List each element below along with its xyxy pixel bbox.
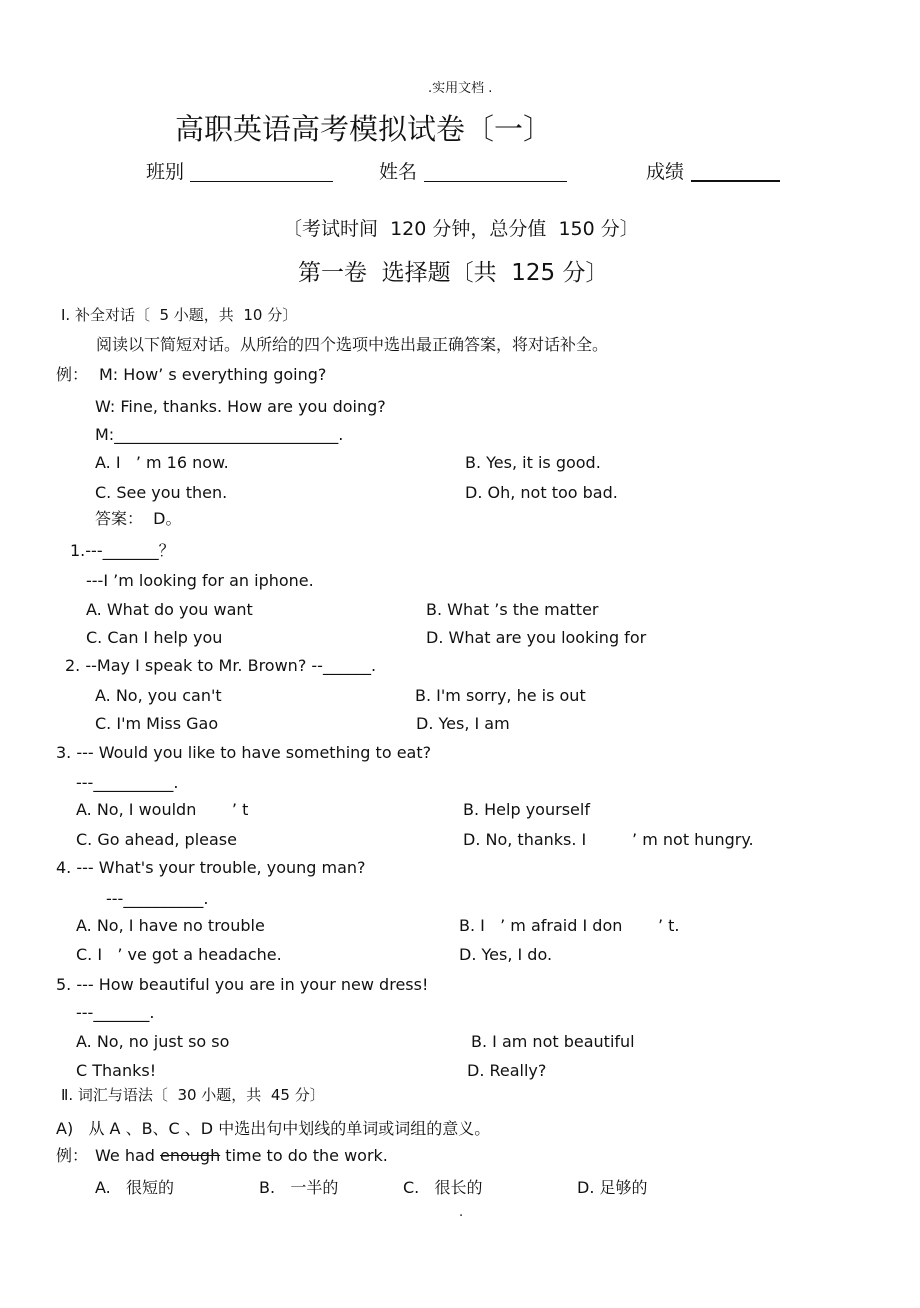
q1-line2: ---I ’m looking for an iphone. bbox=[86, 571, 314, 590]
score-label: 成绩 bbox=[646, 161, 685, 183]
example-answer: 答案： D。 bbox=[95, 509, 182, 528]
target-word: enough bbox=[160, 1146, 221, 1165]
name-label: 姓名 bbox=[379, 161, 418, 183]
q5-option-b: B. I am not beautiful bbox=[471, 1032, 635, 1051]
q1-option-d: D. What are you looking for bbox=[426, 628, 647, 647]
q4-line2: ---__________. bbox=[106, 889, 209, 908]
example-option-b: B. Yes, it is good. bbox=[465, 453, 601, 472]
q1-option-b: B. What ’s the matter bbox=[426, 600, 599, 619]
q2-option-b: B. I'm sorry, he is out bbox=[415, 686, 586, 705]
q3-stem: 3. --- Would you like to have something to eat? bbox=[56, 743, 432, 762]
q2-option-d: D. Yes, I am bbox=[416, 714, 510, 733]
volume-title: 第一卷 选择题〔共 125 分〕 bbox=[298, 260, 609, 286]
section1-heading: Ⅰ. 补全对话〔 5 小题，共 10 分〕 bbox=[61, 306, 298, 324]
example-line1: M: How’ s everything going? bbox=[99, 365, 327, 384]
section2-example-sentence bbox=[95, 1148, 388, 1164]
q5-option-d: D. Really? bbox=[467, 1061, 547, 1080]
header-note: .实用文档 . bbox=[428, 81, 493, 96]
section2-example-option-d: D. 足够的 bbox=[577, 1178, 648, 1197]
sentence-post: time to do the work. bbox=[220, 1146, 388, 1165]
example-option-d: D. Oh, not too bad. bbox=[465, 483, 618, 502]
q3-option-a: A. No, I wouldn ’ t bbox=[76, 800, 249, 819]
example-line3: M:____________________________. bbox=[95, 425, 344, 444]
section2-heading: Ⅱ. 词汇与语法〔 30 小题，共 45 分〕 bbox=[61, 1086, 325, 1104]
q3-option-b: B. Help yourself bbox=[463, 800, 590, 819]
q5-option-c: C Thanks! bbox=[76, 1061, 157, 1080]
q1-stem: 1.---_______？ bbox=[70, 541, 175, 560]
footer-dot: . bbox=[459, 1205, 464, 1220]
q2-stem: 2. --May I speak to Mr. Brown? --______. bbox=[65, 656, 377, 675]
name-blank[interactable] bbox=[424, 181, 567, 182]
q4-option-a: A. No, I have no trouble bbox=[76, 916, 265, 935]
q3-option-d: D. No, thanks. I ’ m not hungry. bbox=[463, 830, 754, 849]
example-option-c: C. See you then. bbox=[95, 483, 228, 502]
q4-stem: 4. --- What's your trouble, young man? bbox=[56, 858, 366, 877]
q2-option-a: A. No, you can't bbox=[95, 686, 222, 705]
class-blank[interactable] bbox=[190, 181, 333, 182]
q3-option-c: C. Go ahead, please bbox=[76, 830, 237, 849]
q4-option-c: C. I ’ ve got a headache. bbox=[76, 945, 282, 964]
q4-option-b: B. I ’ m afraid I don ’ t. bbox=[459, 916, 680, 935]
class-label: 班别 bbox=[146, 161, 185, 183]
sentence-pre: We had bbox=[95, 1146, 160, 1165]
example-option-a: A. I ’ m 16 now. bbox=[95, 453, 229, 472]
q1-option-c: C. Can I help you bbox=[86, 628, 223, 647]
section2-example-option-c: C. 很长的 bbox=[403, 1178, 483, 1197]
q2-option-c: C. I'm Miss Gao bbox=[95, 714, 219, 733]
score-blank[interactable] bbox=[691, 180, 780, 182]
section2-part-a: A) 从 A 、B、C 、D 中选出句中划线的单词或词组的意义。 bbox=[56, 1119, 491, 1138]
section2-example-option-a: A. 很短的 bbox=[95, 1178, 175, 1197]
example-line2: W: Fine, thanks. How are you doing? bbox=[95, 397, 386, 416]
example-label: 例： bbox=[56, 365, 89, 384]
q5-option-a: A. No, no just so so bbox=[76, 1032, 230, 1051]
q3-line2: ---__________. bbox=[76, 773, 179, 792]
page-title: 高职英语高考模拟试卷〔一〕 bbox=[175, 112, 553, 146]
q5-line2: ---_______. bbox=[76, 1003, 155, 1022]
q4-option-d: D. Yes, I do. bbox=[459, 945, 553, 964]
exam-info: 〔考试时间 120 分钟，总分值 150 分〕 bbox=[283, 218, 639, 240]
section1-instruction: 阅读以下简短对话。从所给的四个选项中选出最正确答案，将对话补全。 bbox=[96, 335, 609, 354]
q5-stem: 5. --- How beautiful you are in your new dress! bbox=[56, 975, 429, 994]
section2-example-option-b: B. 一半的 bbox=[259, 1178, 339, 1197]
section2-example-label: 例： bbox=[56, 1146, 89, 1165]
q1-option-a: A. What do you want bbox=[86, 600, 253, 619]
